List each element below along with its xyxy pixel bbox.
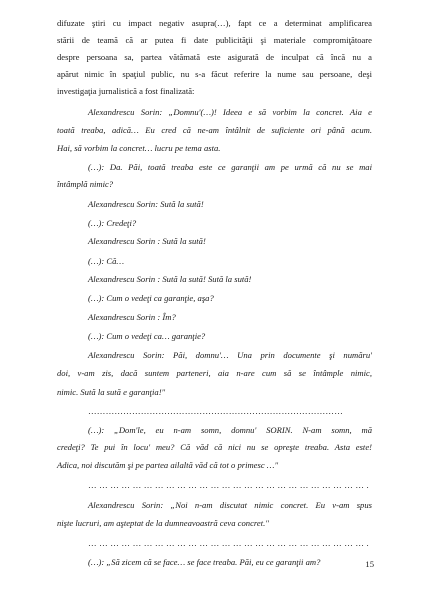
text-line: (…): Cum o vedeţi ca garanţie, aşa? — [88, 293, 214, 303]
ellipsis-separator: … … … … … … … … … … … … … … … … … … … … … … … … … . — [88, 480, 369, 490]
text-line: Alexandrescu Sorin: „Noi n-am discutat nimic concret. Eu v-am spus — [88, 500, 372, 510]
text-line: difuzate ştiri cu impact negativ asupra(…), fapt ce a determinat amplificarea — [57, 18, 372, 28]
text-line: despre persoana sa, partea vătămată este asigurată de inculpat că încă nu a — [57, 52, 372, 62]
ellipsis-separator: … … … … … … … … … … … … … … … … … … … … … … … … … . — [88, 538, 369, 548]
text-line: întâmplă nimic? — [57, 179, 114, 189]
text-line: toată treaba, adică… Eu cred că ne-am întâlnit de suficiente ori până acum. — [57, 125, 372, 135]
text-line: (…): Cum o vedeţi ca… garanţie? — [88, 331, 206, 341]
page-number: 15 — [365, 559, 374, 569]
text-line: stării de teamă că ar putea fi date publicităţii şi materiale compromiţătoare — [57, 35, 372, 45]
text-line: credeţi? Te pui în locu' meu? Că văd că nici nu se opreşte treaba. Asta este! — [57, 442, 372, 452]
text-line: nişte lucruri, am aşteptat de la dumneavoastră ceva concret." — [57, 518, 269, 528]
text-line: (…): Că… — [88, 256, 125, 266]
text-line: Alexandrescu Sorin: Sută la sută! — [88, 199, 204, 209]
text-line: Alexandrescu Sorin : Sută la sută! Sută la sută! — [88, 274, 252, 284]
text-line: Alexandrescu Sorin : Sută la sută! — [88, 236, 206, 246]
text-line: (…): „Să zicem că se face… se face treaba. Păi, eu ce garanţii am? — [88, 557, 321, 567]
text-line: doi, v-am zis, dacă suntem parteneri, aia n-are cum să se întâmple nimic, — [57, 368, 372, 378]
text-line: Alexandrescu Sorin: Păi, domnu'… Una prin documente şi număru' — [88, 350, 372, 360]
text-line: (…): „Dom'le, eu n-am somn, domnu' SORIN. N-am somn, mă — [88, 425, 372, 435]
text-line: nimic. Sută la sută e garanţia!" — [57, 387, 166, 397]
text-line: Hai, să vorbim la concret… lucru pe tema asta. — [57, 143, 221, 153]
text-line: investigaţia jurnalistică a fost finalizată: — [57, 86, 195, 96]
text-line: Alexandrescu Sorin: „Domnu'(…)! Ideea e să vorbim la concret. Aia e — [88, 107, 372, 117]
text-line: Adica, noi discutăm şi pe partea ailaltă văd că tot o primesc …" — [57, 460, 279, 470]
text-line: (…): Credeţi? — [88, 218, 137, 228]
text-line: apărut nimic în spaţiul public, nu s-a făcut referire la nume sau persoane, deşi — [57, 69, 372, 79]
text-line: Alexandrescu Sorin : Îm? — [88, 312, 176, 322]
text-line: (…): Da. Păi, toată treaba este ce garanţii am pe urmă că nu se mai — [88, 162, 372, 172]
ellipsis-separator: …………………………………………………………………………… — [88, 406, 344, 416]
